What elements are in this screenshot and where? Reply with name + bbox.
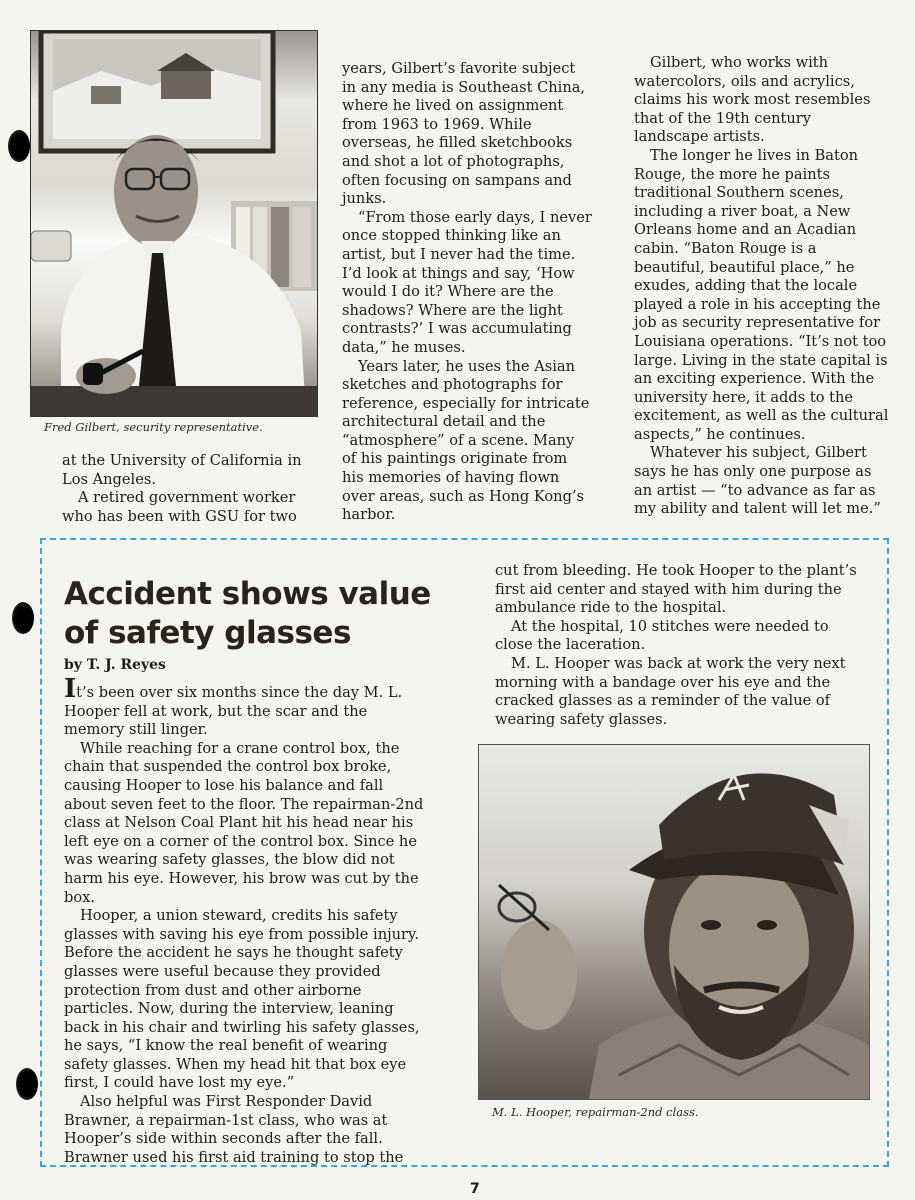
paragraph: Also helpful was First Responder David Brawner, a repairman-1st class, who was at Hooper’s side within seconds after the fall. Brawner used his first aid training to stop the — [64, 1093, 404, 1166]
paragraph: A retired government worker who has been with GSU for two — [62, 489, 297, 525]
paragraph: At the hospital, 10 stitches were needed to close the laceration. — [495, 617, 829, 654]
byline: by T. J. Reyes — [64, 657, 166, 673]
paragraph: Hooper, a union steward, credits his safety glasses with saving his eye from possible injury. Before the accident he says he thought safety glasses were useful because they provided protection from dust and other airborne particles. Now, during the interview, leaning back in his chair and twirling his safety glasses, he says, “I know the real benefit of wearing safety glasses. When my head hit that box eye first, I could have lost my eye.” — [64, 907, 420, 1092]
binder-hole — [8, 130, 30, 162]
article1-column-2 — [342, 60, 592, 525]
photo-ml-hooper — [478, 744, 870, 1100]
drop-cap: I — [64, 674, 77, 704]
binder-hole — [12, 602, 34, 634]
paragraph: Gilbert, who works with watercolors, oils and acrylics, claims his work most resembles that of the 19th century landscape artists. — [634, 54, 871, 146]
paragraph: Years later, he uses the Asian sketches and photographs for reference, especially for intricate architectural detail and the “atmosphere” of a scene. Many of his paintings originate from his memories of having flown over areas, such as Hong Kong’s harbor. — [342, 357, 590, 524]
page-number: 7 — [470, 1181, 480, 1197]
paragraph: cut from bleeding. He took Hooper to the plant’s first aid center and stayed with him during the ambulance ride to the hospital. — [495, 562, 857, 617]
photo-caption: Fred Gilbert, security representative. — [44, 420, 263, 434]
headline: Accident shows value of safety glasses — [64, 576, 431, 651]
paragraph: While reaching for a crane control box, the chain that suspended the control box broke, causing Hooper to lose his balance and fall about seven feet to the floor. The repairman-2nd class at Nelson Coal Plant hit his head near his left eye on a corner of the control box. Since he was wearing safety glasses, the blow did not harm his eye. However, his brow was cut by the box. — [64, 739, 424, 906]
paragraph: The longer he lives in Baton Rouge, the more he paints traditional Southern scenes, including a river boat, a New Orleans home and an Acadian cabin. “Baton Rouge is a beautiful, beautiful place,” he exudes, adding that the locale played a role in his accepting the job as security representative for Louisiana operations. “It’s not too large. Living in the state capital is an exciting experience. With the university here, it adds to the excitement, as well as the cultural aspects,” he continues. — [634, 146, 889, 443]
paragraph: at the University of California in Los Angeles. — [62, 452, 302, 488]
photo-caption: M. L. Hooper, repairman-2nd class. — [492, 1105, 699, 1119]
paragraph: It’s been over six months since the day M. L. Hooper fell at work, but the scar and the memory still linger. — [64, 674, 403, 739]
paragraph: years, Gilbert’s favorite subject in any media is Southeast China, where he lived on assignment from 1963 to 1969. While overseas, he filled sketchbooks and shot a lot of photographs, often focusing on sampans and junks. — [342, 60, 586, 208]
article2-right-column — [495, 562, 860, 729]
article1-column-3 — [634, 54, 889, 519]
article1-column-1 — [62, 452, 312, 526]
paragraph: M. L. Hooper was back at work the very next morning with a bandage over his eye and the cracked glasses as a reminder of the value of wearing safety glasses. — [495, 654, 846, 728]
article2-left-column — [64, 674, 424, 1167]
paragraph: “From those early days, I never once stopped thinking like an artist, but I never had the time. I’d look at things and say, ‘How would I do it? Where are the shadows? Where are the light contrasts?’ I was accumulating data,” he muses. — [342, 208, 592, 356]
photo-fred-gilbert — [30, 30, 318, 417]
binder-hole — [16, 1068, 38, 1100]
paragraph: Whatever his subject, Gilbert says he has only one purpose as an artist — “to advance as far as my ability and talent will let me.” — [634, 444, 881, 518]
